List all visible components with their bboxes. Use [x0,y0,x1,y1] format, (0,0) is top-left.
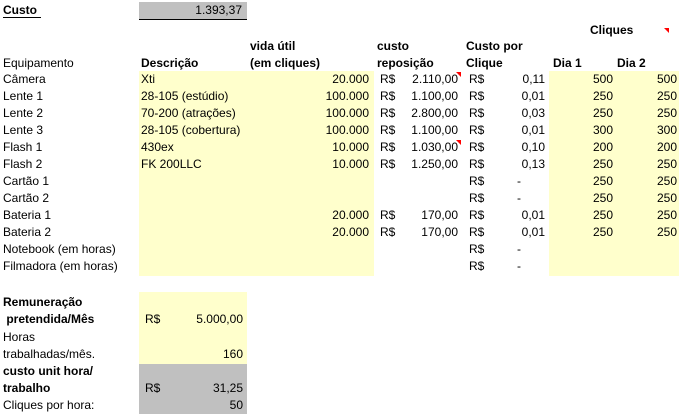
comment-indicator [456,140,461,145]
cell-vida-util[interactable]: 10.000 [332,157,369,171]
cell-dia-1[interactable] [549,241,613,258]
cell-dia-1[interactable]: 250 [592,174,613,188]
cell-cpc-currency[interactable]: R$ [469,259,485,273]
header-dia-2: Dia 2 [617,56,646,70]
cell-reposicao-value[interactable]: 1.030,00 [411,140,458,154]
header-vida-util-1: vida útil [250,39,296,53]
cell-descricao[interactable] [141,224,249,241]
cell-dia-1[interactable]: 250 [592,157,613,171]
cell-reposicao-value[interactable]: 170,00 [421,208,458,222]
cell-dia-1[interactable]: 250 [592,208,613,222]
cell-equipamento[interactable]: Bateria 2 [3,225,52,239]
cell-equipamento[interactable]: Lente 2 [3,106,44,120]
cell-vida-util[interactable]: 100.000 [325,123,369,137]
cell-equipamento[interactable]: Notebook (em horas) [3,242,116,256]
cell-dia-1[interactable]: 250 [592,106,613,120]
cell-descricao[interactable] [141,173,249,190]
cell-equipamento[interactable]: Cartão 1 [3,174,50,188]
cell-cpc-currency[interactable]: R$ [469,157,485,171]
cell-dia-2[interactable]: 300 [656,123,677,137]
cell-reposicao-value[interactable] [400,258,458,275]
comment-indicator [664,28,669,33]
cell-cpc-value[interactable]: - [517,174,521,188]
custo-unit-label-1: custo unit hora/ [3,364,93,378]
cell-equipamento[interactable]: Lente 1 [3,89,44,103]
cell-equipamento[interactable]: Filmadora (em horas) [3,259,118,273]
cell-vida-util[interactable] [249,190,369,207]
cell-vida-util[interactable]: 100.000 [325,89,369,103]
cell-equipamento[interactable]: Câmera [3,72,46,86]
cliques-por-hora-label: Cliques por hora: [3,398,95,412]
cell-cpc-currency[interactable]: R$ [469,174,485,188]
cell-cpc-value[interactable]: 0,01 [521,208,545,222]
cell-descricao[interactable]: 28-105 (cobertura) [141,123,241,137]
cell-dia-1[interactable] [549,258,613,275]
cell-reposicao-currency[interactable]: R$ [380,123,396,137]
cell-reposicao-currency[interactable]: R$ [380,106,396,120]
cell-descricao[interactable]: FK 200LLC [141,157,202,171]
custo-unit-currency: R$ [145,381,161,395]
cell-cpc-currency[interactable]: R$ [469,242,485,256]
cell-dia-2[interactable]: 250 [656,89,677,103]
cell-reposicao-currency[interactable]: R$ [380,225,396,239]
cell-reposicao-value[interactable]: 1.250,00 [411,157,458,171]
cell-vida-util[interactable] [249,173,369,190]
cell-descricao[interactable]: 430ex [141,140,174,154]
cell-cpc-value[interactable]: 0,10 [521,140,545,154]
custo-unit-value: 31,25 [212,381,243,395]
cell-cpc-currency[interactable]: R$ [469,123,485,137]
cliques-header: Cliques [590,23,634,37]
cell-cpc-value[interactable]: - [517,259,521,273]
cell-dia-2[interactable]: 200 [656,140,677,154]
cell-cpc-currency[interactable]: R$ [469,225,485,239]
cell-vida-util[interactable]: 20.000 [332,225,369,239]
cell-cpc-value[interactable]: 0,11 [522,72,545,86]
cell-dia-2[interactable] [613,258,677,275]
cell-cpc-currency[interactable]: R$ [469,106,485,120]
cell-cpc-currency[interactable]: R$ [469,140,485,154]
cell-dia-2[interactable]: 500 [656,72,677,86]
header-custo-reposicao-2: reposição [377,56,434,70]
cell-dia-2[interactable] [613,241,677,258]
cell-dia-1[interactable]: 250 [592,191,613,205]
cell-vida-util[interactable] [249,241,369,258]
cell-reposicao-currency[interactable]: R$ [380,208,396,222]
cell-vida-util[interactable]: 100.000 [325,106,369,120]
cell-dia-2[interactable]: 250 [656,157,677,171]
cell-reposicao-value[interactable]: 1.100,00 [411,123,458,137]
remuneracao-label-2: pretendida/Mês [3,312,95,326]
cell-cpc-currency[interactable]: R$ [469,89,485,103]
cell-cpc-value[interactable]: 0,01 [521,123,545,137]
cell-dia-2[interactable]: 250 [656,106,677,120]
cell-reposicao-currency[interactable]: R$ [380,157,396,171]
cell-reposicao-value[interactable] [400,190,458,207]
custo-unit-label-2: trabalho [3,381,51,395]
cell-reposicao-value[interactable] [400,173,458,190]
cell-descricao[interactable] [141,241,249,258]
cell-vida-util[interactable] [249,258,369,275]
cell-reposicao-value[interactable] [400,241,458,258]
cell-descricao[interactable] [141,190,249,207]
cell-reposicao-value[interactable]: 1.100,00 [411,89,458,103]
cell-descricao[interactable]: 28-105 (estúdio) [141,89,229,103]
remuneracao-value: 5.000,00 [196,312,243,326]
cell-vida-util[interactable]: 20.000 [332,72,369,86]
cell-reposicao-currency[interactable]: R$ [380,140,396,154]
cell-cpc-value[interactable]: 0,01 [521,89,545,103]
horas-label-2: trabalhadas/mês. [3,347,96,361]
cell-cpc-value[interactable]: - [517,242,521,256]
cell-equipamento[interactable]: Lente 3 [3,123,44,137]
header-vida-util-2: (em cliques) [250,56,321,70]
cell-reposicao-value[interactable]: 2.110,00 [412,72,458,86]
cell-vida-util[interactable]: 10.000 [332,140,369,154]
cell-descricao[interactable] [141,258,249,275]
cell-dia-1[interactable]: 500 [592,72,613,86]
header-custo-reposicao-1: custo [377,39,410,53]
cell-vida-util[interactable]: 20.000 [332,208,369,222]
cell-dia-2[interactable]: 250 [656,225,677,239]
header-custo-por-clique-1: Custo por [466,39,523,53]
cell-cpc-value[interactable]: 0,01 [521,225,545,239]
horas-value: 160 [222,347,243,361]
cell-dia-1[interactable]: 300 [592,123,613,137]
cell-dia-1[interactable]: 200 [592,140,613,154]
cell-reposicao-currency[interactable]: R$ [380,72,396,86]
cell-equipamento[interactable]: Flash 1 [3,140,43,154]
remuneracao-label-1: Remuneração [3,295,83,309]
custo-value: 1.393,37 [195,3,242,17]
cell-cpc-currency[interactable]: R$ [469,72,485,86]
cell-dia-1[interactable]: 250 [592,89,613,103]
cell-equipamento[interactable]: Flash 2 [3,157,43,171]
cell-descricao[interactable] [141,207,249,224]
custo-value-underline [139,19,247,20]
header-equipamento: Equipamento [3,56,74,70]
cell-cpc-currency[interactable]: R$ [469,208,485,222]
cell-dia-2[interactable]: 250 [656,191,677,205]
cell-reposicao-value[interactable]: 2.800,00 [411,106,458,120]
header-dia-1: Dia 1 [553,56,582,70]
cell-cpc-value[interactable]: 0,13 [521,157,545,171]
cell-reposicao-currency[interactable]: R$ [380,89,396,103]
custo-underline [3,17,41,18]
cliques-por-hora-value: 50 [229,398,243,412]
cell-cpc-value[interactable]: 0,03 [521,106,545,120]
cell-reposicao-value[interactable]: 170,00 [421,225,458,239]
cell-descricao[interactable]: Xti [141,72,156,86]
cell-cpc-value[interactable]: - [517,191,521,205]
cell-descricao[interactable]: 70-200 (atrações) [141,106,236,120]
cell-dia-2[interactable]: 250 [656,208,677,222]
header-descricao: Descrição [141,56,199,70]
cell-equipamento[interactable]: Cartão 2 [3,191,50,205]
comment-indicator [456,72,461,77]
cell-cpc-currency[interactable]: R$ [469,191,485,205]
cell-dia-2[interactable]: 250 [656,174,677,188]
cell-equipamento[interactable]: Bateria 1 [3,208,52,222]
cell-dia-1[interactable]: 250 [592,225,613,239]
horas-label-1: Horas [3,330,36,344]
custo-label: Custo [3,3,37,17]
remuneracao-currency: R$ [145,312,161,326]
header-custo-por-clique-2: Clique [466,56,503,70]
